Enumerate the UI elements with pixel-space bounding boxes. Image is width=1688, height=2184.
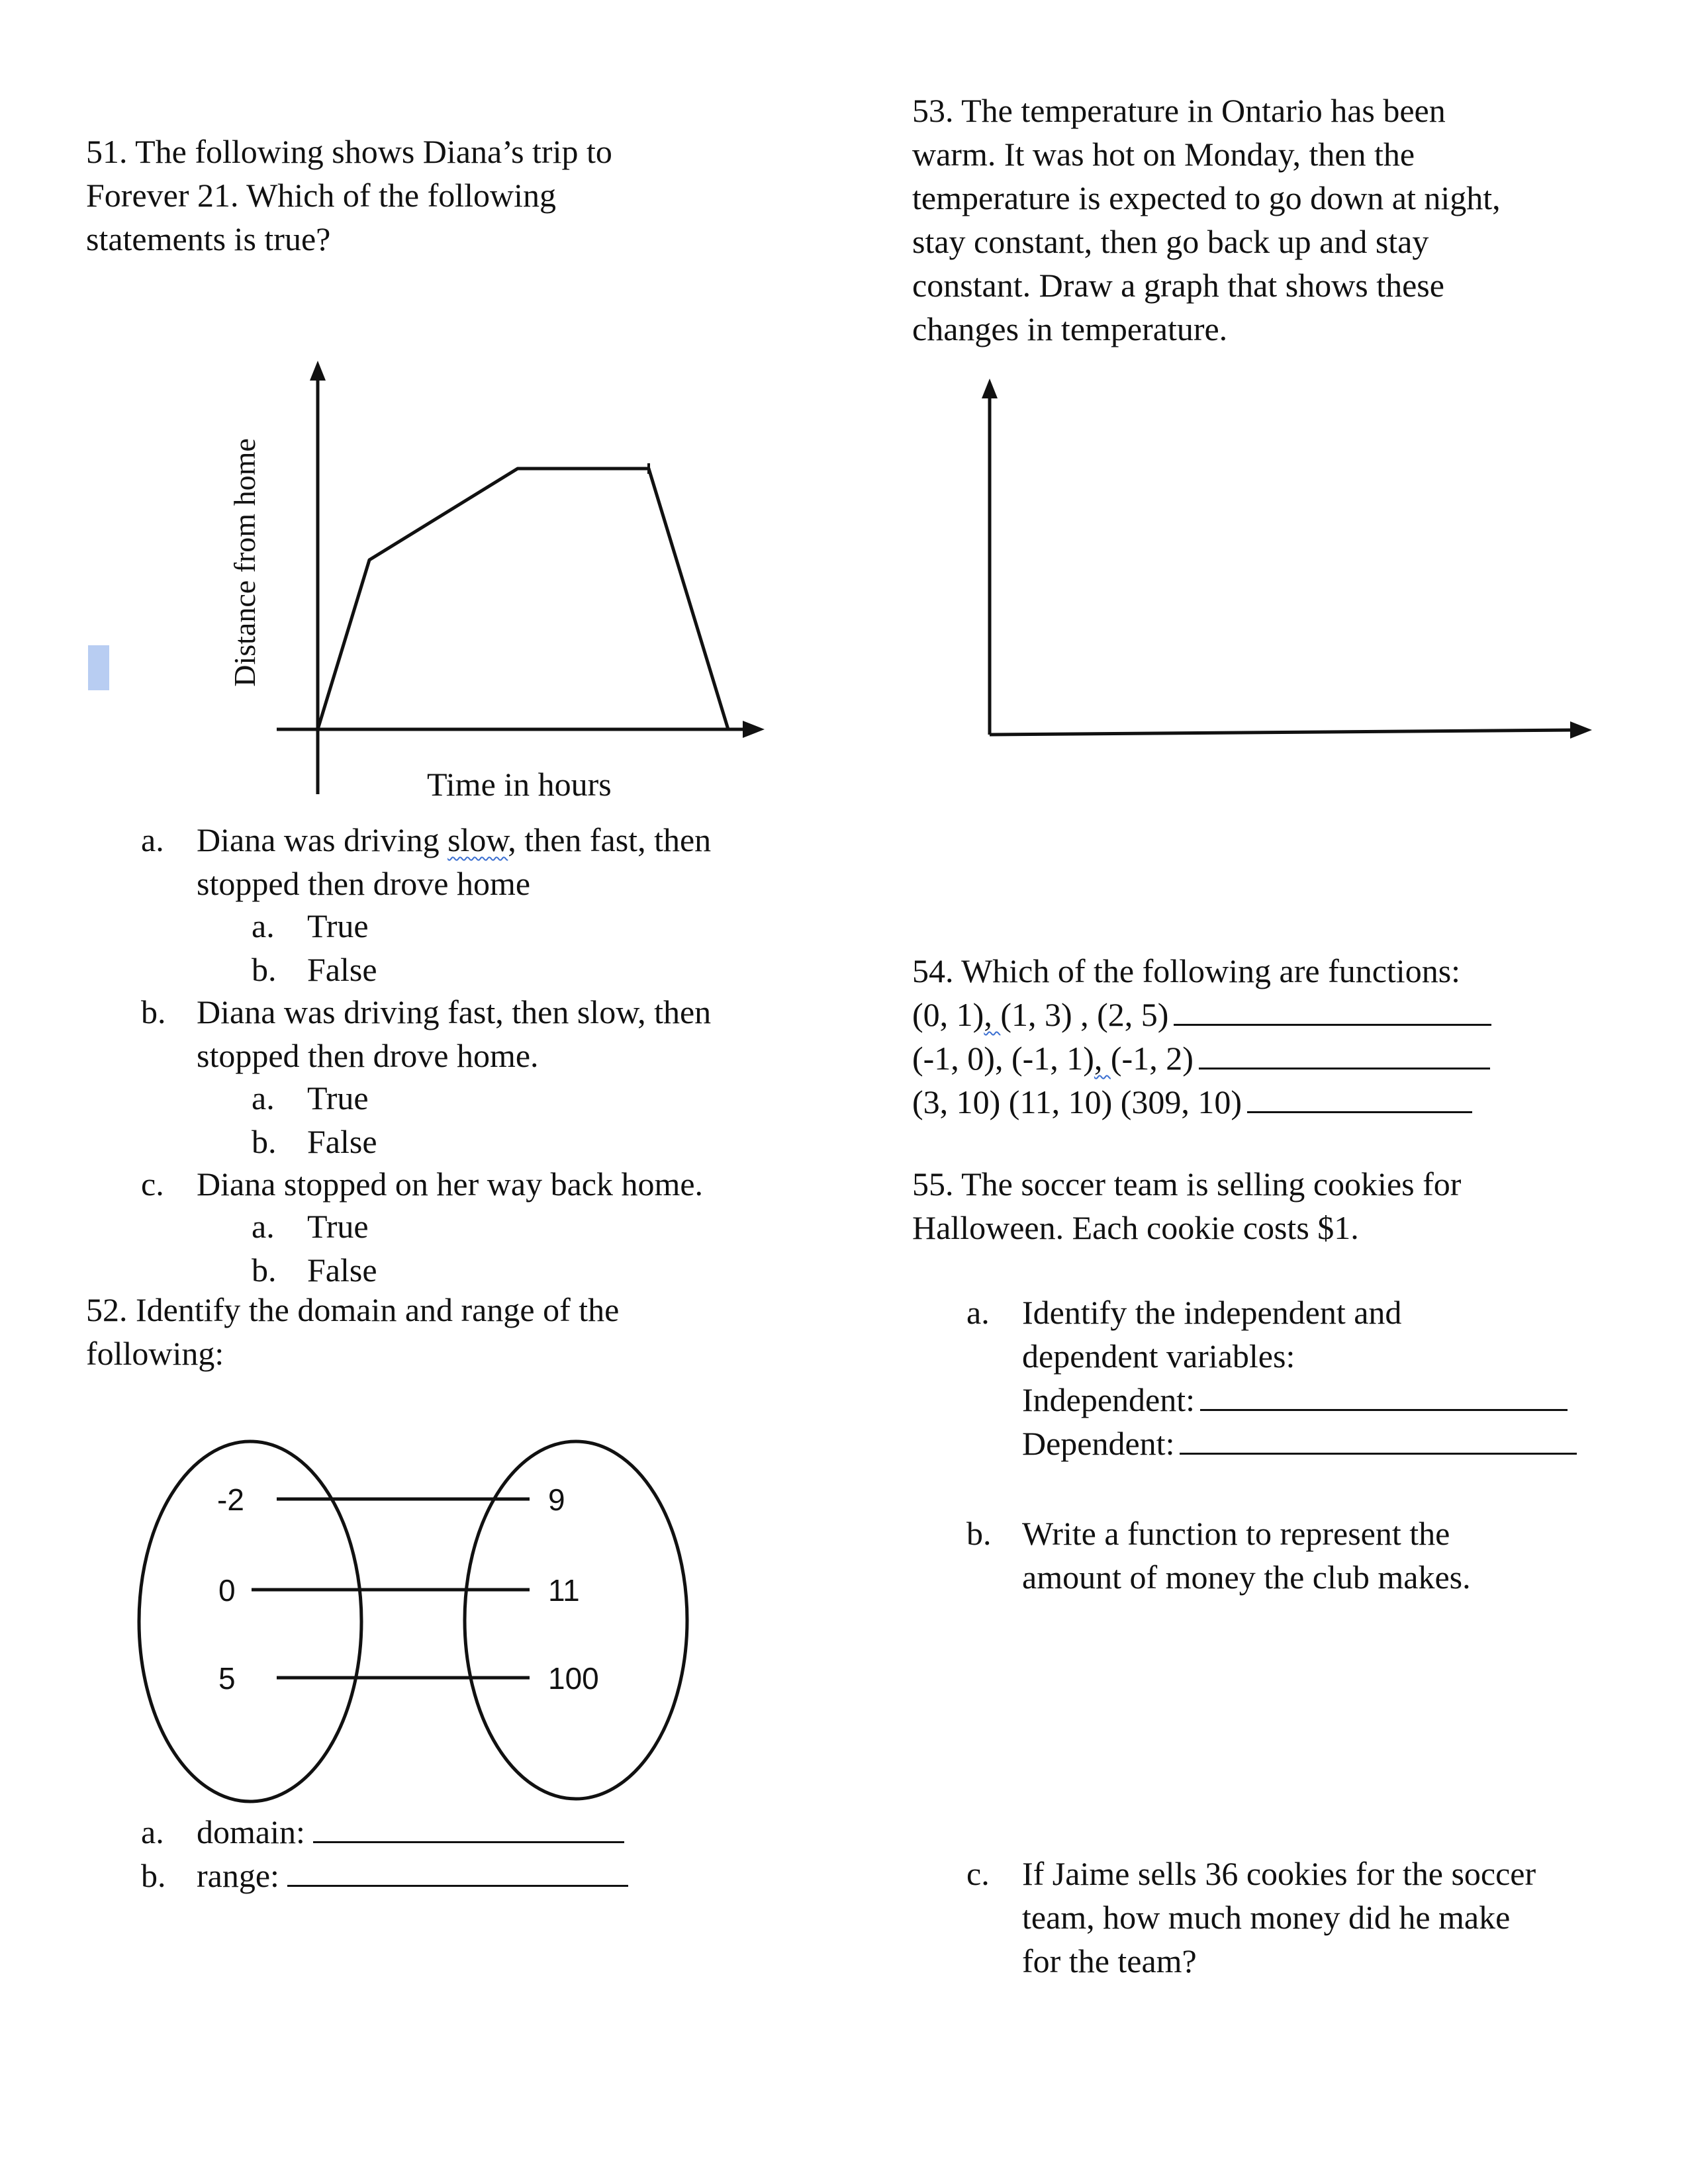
ordered-pairs: (-1, 0), (-1, 1) xyxy=(912,1040,1094,1077)
list-marker: b. xyxy=(966,1515,992,1552)
range-value: 100 xyxy=(548,1661,599,1696)
q52-question-line: following: xyxy=(86,1335,224,1372)
range-value: 9 xyxy=(548,1482,565,1517)
part-text: If Jaime sells 36 cookies for the soccer xyxy=(1022,1855,1536,1892)
option-marker: a. xyxy=(252,1079,275,1116)
statement-text: stopped then drove home xyxy=(197,865,531,902)
q54-block xyxy=(912,949,1491,1124)
q55-question-line: Halloween. Each cookie costs $1. xyxy=(912,1209,1359,1246)
q51-question-line: 51. The following shows Diana’s trip to xyxy=(86,133,612,170)
part-text: team, how much money did he make xyxy=(1022,1899,1511,1936)
part-text: for the team? xyxy=(1022,1942,1197,1979)
q53-question-line: constant. Draw a graph that shows these xyxy=(912,267,1444,304)
option-marker: b. xyxy=(252,951,277,988)
option-true[interactable]: True xyxy=(307,907,369,944)
list-marker: a. xyxy=(141,1813,164,1850)
ordered-pairs: (-1, 2) xyxy=(1110,1040,1194,1077)
graph-x-axis-arrow xyxy=(1570,721,1592,739)
independent-answer-blank[interactable] xyxy=(1200,1380,1568,1411)
q51-question-line: Forever 21. Which of the following xyxy=(86,177,557,214)
part-text: dependent variables: xyxy=(1022,1338,1295,1375)
dependent-label: Dependent: xyxy=(1022,1425,1175,1462)
independent-label: Independent: xyxy=(1022,1381,1196,1418)
graph-y-axis-label: Distance from home xyxy=(228,438,261,687)
statement-text: , then fast, then xyxy=(508,821,712,858)
function-answer-blank[interactable] xyxy=(1174,995,1491,1026)
option-false[interactable]: False xyxy=(307,1251,377,1289)
q53-question-line: warm. It was hot on Monday, then the xyxy=(912,136,1415,173)
q53-question-line: changes in temperature. xyxy=(912,310,1228,347)
spellcheck-mark: , xyxy=(984,996,1001,1033)
range-value: 11 xyxy=(548,1573,580,1608)
q53-question-line: temperature is expected to go down at night, xyxy=(912,179,1501,216)
function-answer-blank[interactable] xyxy=(1247,1082,1472,1113)
domain-label: domain: xyxy=(197,1813,305,1850)
option-true[interactable]: True xyxy=(307,1079,369,1116)
list-marker: c. xyxy=(966,1855,990,1892)
statement-text: Diana was driving xyxy=(197,821,448,858)
ordered-pairs: (3, 10) (11, 10) (309, 10) xyxy=(912,1083,1243,1120)
q53-question-line: stay constant, then go back up and stay xyxy=(912,223,1429,260)
ordered-pairs: (0, 1) xyxy=(912,996,984,1033)
range-label: range: xyxy=(197,1857,279,1894)
ordered-pairs: (1, 3) , (2, 5) xyxy=(1000,996,1169,1033)
q55-part-c xyxy=(966,1852,1536,1983)
statement-text: Diana was driving fast, then slow, then xyxy=(197,993,712,1030)
option-marker: b. xyxy=(252,1251,277,1289)
spellcheck-mark: , xyxy=(1094,1040,1111,1077)
q53-question-line: 53. The temperature in Ontario has been xyxy=(912,92,1446,129)
q54-question: 54. Which of the following are functions: xyxy=(912,952,1461,989)
domain-value: -2 xyxy=(217,1482,244,1517)
statement-text: stopped then drove home. xyxy=(197,1037,539,1074)
graph-x-axis xyxy=(990,730,1575,735)
q55-question-line: 55. The soccer team is selling cookies for xyxy=(912,1165,1462,1203)
list-marker: b. xyxy=(141,1857,166,1894)
option-marker: a. xyxy=(252,1208,275,1245)
part-text: Write a function to represent the xyxy=(1022,1515,1450,1552)
q55-part-b xyxy=(966,1512,1471,1599)
part-text: amount of money the club makes. xyxy=(1022,1559,1471,1596)
option-false[interactable]: False xyxy=(307,951,377,988)
spellcheck-word: slow xyxy=(447,821,508,858)
q55-question xyxy=(912,1162,1461,1250)
list-marker: a. xyxy=(966,1294,990,1331)
list-marker: a. xyxy=(141,821,164,858)
statement-text: Diana stopped on her way back home. xyxy=(197,1165,704,1203)
function-answer-blank[interactable] xyxy=(1199,1038,1490,1069)
q52-question-line: 52. Identify the domain and range of the xyxy=(86,1291,620,1328)
q55-part-a xyxy=(966,1291,1577,1465)
option-marker: b. xyxy=(252,1123,277,1160)
graph-x-axis-label: Time in hours xyxy=(427,766,612,803)
dependent-answer-blank[interactable] xyxy=(1180,1424,1577,1455)
part-text: Identify the independent and xyxy=(1022,1294,1402,1331)
option-true[interactable]: True xyxy=(307,1208,369,1245)
list-marker: b. xyxy=(141,993,166,1030)
q51-question-line: statements is true? xyxy=(86,220,331,257)
option-false[interactable]: False xyxy=(307,1123,377,1160)
domain-value: 0 xyxy=(218,1573,236,1608)
list-marker: c. xyxy=(141,1165,164,1203)
graph-y-axis-arrow xyxy=(982,379,998,398)
option-marker: a. xyxy=(252,907,275,944)
domain-value: 5 xyxy=(218,1661,236,1696)
